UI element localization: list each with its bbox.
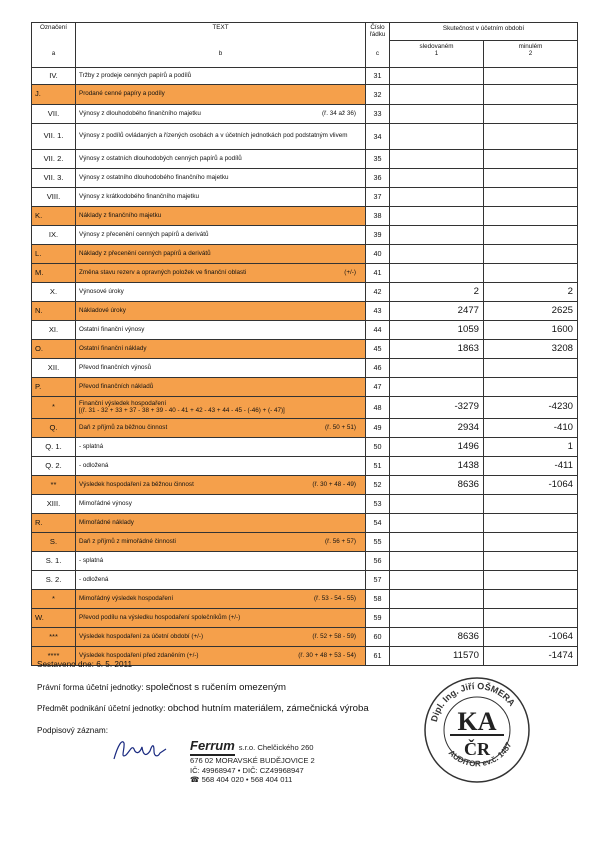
- row-line-number: 48: [366, 397, 390, 419]
- row-current-value: 2934: [390, 419, 484, 438]
- row-previous-value: [484, 514, 578, 533]
- row-current-value: [390, 264, 484, 283]
- row-text: [76, 378, 366, 397]
- row-current-value: [390, 124, 484, 150]
- row-label: Převod podílu na výsledku hospodaření společníkům (+/-): [79, 613, 241, 621]
- table-row: [32, 476, 578, 495]
- row-text: [76, 609, 366, 628]
- row-text: [76, 105, 366, 124]
- svg-text:ČR: ČR: [464, 739, 490, 759]
- table-row: [32, 169, 578, 188]
- row-code: **: [32, 476, 76, 495]
- row-code: VIII.: [32, 188, 76, 207]
- row-line-number: 35: [366, 150, 390, 169]
- row-previous-value: [484, 169, 578, 188]
- table-row: [32, 264, 578, 283]
- row-formula: (ř. 53 - 54 - 55): [314, 594, 356, 602]
- company-logo: Ferrum: [190, 738, 235, 756]
- row-text: [76, 207, 366, 226]
- row-label: Výsledek hospodaření za účetní období (+/-): [79, 632, 204, 640]
- table-row: [32, 359, 578, 378]
- row-label: - splatná: [79, 442, 104, 450]
- row-label: Převod finančních výnosů: [79, 363, 152, 371]
- header-designation: Označení a: [32, 23, 76, 68]
- row-formula: (ř. 56 + 57): [325, 537, 356, 545]
- auditor-seal: [422, 675, 532, 785]
- row-current-value: -3279: [390, 397, 484, 419]
- row-code: IX.: [32, 226, 76, 245]
- row-previous-value: [484, 571, 578, 590]
- row-previous-value: [484, 495, 578, 514]
- row-label: Náklady z přecenění cenných papírů a derivátů: [79, 249, 211, 257]
- row-current-value: 11570: [390, 647, 484, 666]
- table-row: [32, 188, 578, 207]
- row-label: - odložená: [79, 461, 109, 469]
- row-label: Výsledek hospodaření před zdaněním (+/-): [79, 651, 199, 659]
- row-line-number: 49: [366, 419, 390, 438]
- table-row: [32, 495, 578, 514]
- row-line-number: 53: [366, 495, 390, 514]
- row-previous-value: -1064: [484, 628, 578, 647]
- row-code: VII. 1.: [32, 124, 76, 150]
- row-code: M.: [32, 264, 76, 283]
- row-label: Výnosy z krátkodobého finančního majetku: [79, 192, 200, 200]
- row-code: XIII.: [32, 495, 76, 514]
- row-text: [76, 68, 366, 85]
- row-current-value: [390, 105, 484, 124]
- row-current-value: 8636: [390, 628, 484, 647]
- row-current-value: [390, 552, 484, 571]
- row-code: W.: [32, 609, 76, 628]
- row-line-number: 52: [366, 476, 390, 495]
- row-previous-value: [484, 68, 578, 85]
- row-code: *: [32, 397, 76, 419]
- row-previous-value: 2: [484, 283, 578, 302]
- row-code: N.: [32, 302, 76, 321]
- row-previous-value: 1: [484, 438, 578, 457]
- row-label: Výnosové úroky: [79, 287, 124, 295]
- table-row: [32, 514, 578, 533]
- row-line-number: 33: [366, 105, 390, 124]
- header-line: Číslo řádku c: [366, 23, 390, 68]
- row-current-value: 2: [390, 283, 484, 302]
- header-current: sledovaném 1: [390, 41, 484, 68]
- row-label: Výsledek hospodaření za běžnou činnost: [79, 480, 194, 488]
- row-line-number: 60: [366, 628, 390, 647]
- row-code: Q. 1.: [32, 438, 76, 457]
- row-current-value: [390, 85, 484, 105]
- table-row: [32, 340, 578, 359]
- row-line-number: 40: [366, 245, 390, 264]
- row-text: [76, 438, 366, 457]
- header-period: Skutečnost v účetním období: [390, 23, 578, 41]
- row-current-value: [390, 378, 484, 397]
- row-previous-value: [484, 359, 578, 378]
- row-text: [76, 264, 366, 283]
- row-current-value: [390, 188, 484, 207]
- row-text: [76, 571, 366, 590]
- row-code: S. 2.: [32, 571, 76, 590]
- row-text: [76, 419, 366, 438]
- row-label: Daň z příjmů za běžnou činnost: [79, 423, 168, 431]
- row-current-value: [390, 359, 484, 378]
- row-text: [76, 124, 366, 150]
- row-code: O.: [32, 340, 76, 359]
- row-line-number: 36: [366, 169, 390, 188]
- row-line-number: 54: [366, 514, 390, 533]
- row-text: [76, 321, 366, 340]
- row-current-value: [390, 169, 484, 188]
- svg-text:KA: KA: [457, 707, 497, 736]
- row-previous-value: 3208: [484, 340, 578, 359]
- row-text: [76, 340, 366, 359]
- row-text: [76, 514, 366, 533]
- row-text: [76, 397, 366, 419]
- row-line-number: 42: [366, 283, 390, 302]
- table-row: [32, 397, 578, 419]
- row-current-value: 8636: [390, 476, 484, 495]
- row-current-value: [390, 495, 484, 514]
- table-row: [32, 226, 578, 245]
- row-previous-value: [484, 378, 578, 397]
- row-code: R.: [32, 514, 76, 533]
- row-label-2: [(ř. 31 - 32 + 33 + 37 - 38 + 39 - 40 - 41 + 42 - 43 + 44 - 45 - (-46) + (- 47)]: [79, 406, 285, 414]
- row-line-number: 43: [366, 302, 390, 321]
- table-row: [32, 283, 578, 302]
- row-code: XI.: [32, 321, 76, 340]
- table-row: [32, 609, 578, 628]
- row-text: [76, 495, 366, 514]
- row-previous-value: -411: [484, 457, 578, 476]
- row-code: VII.: [32, 105, 76, 124]
- row-text: [76, 283, 366, 302]
- row-previous-value: [484, 105, 578, 124]
- row-formula: (ř. 52 + 58 - 59): [312, 632, 356, 640]
- row-previous-value: -410: [484, 419, 578, 438]
- row-code: Q. 2.: [32, 457, 76, 476]
- row-label: Tržby z prodeje cenných papírů a podílů: [79, 71, 192, 79]
- row-code: S.: [32, 533, 76, 552]
- row-previous-value: -1064: [484, 476, 578, 495]
- table-row: [32, 321, 578, 340]
- activity-value: obchod hutním materiálem, zámečnická výroba: [167, 703, 369, 714]
- row-line-number: 34: [366, 124, 390, 150]
- row-text: [76, 150, 366, 169]
- handwritten-signature: [112, 735, 172, 765]
- row-current-value: [390, 590, 484, 609]
- row-text: [76, 457, 366, 476]
- row-line-number: 50: [366, 438, 390, 457]
- row-label: Prodané cenné papíry a podíly: [79, 90, 165, 98]
- row-current-value: [390, 245, 484, 264]
- row-previous-value: [484, 150, 578, 169]
- row-previous-value: [484, 85, 578, 105]
- table-row: [32, 628, 578, 647]
- table-row: [32, 438, 578, 457]
- row-code: *: [32, 590, 76, 609]
- row-code: P.: [32, 378, 76, 397]
- row-line-number: 58: [366, 590, 390, 609]
- row-label: Ostatní finanční náklady: [79, 344, 147, 352]
- activity-line: Předmět podnikání účetní jednotky: obchod hutním materiálem, zámečnická výroba: [37, 703, 369, 714]
- row-text: [76, 628, 366, 647]
- row-code: X.: [32, 283, 76, 302]
- row-line-number: 31: [366, 68, 390, 85]
- row-line-number: 32: [366, 85, 390, 105]
- row-line-number: 37: [366, 188, 390, 207]
- row-previous-value: [484, 188, 578, 207]
- row-formula: (ř. 50 + 51): [325, 423, 356, 431]
- table-row: [32, 533, 578, 552]
- row-previous-value: [484, 207, 578, 226]
- row-label: Ostatní finanční výnosy: [79, 325, 145, 333]
- row-previous-value: [484, 533, 578, 552]
- row-current-value: [390, 514, 484, 533]
- row-label: Výnosy z ostatního dlouhodobého finančního majetku: [79, 173, 229, 181]
- table-row: [32, 571, 578, 590]
- row-code: J.: [32, 85, 76, 105]
- row-code: XII.: [32, 359, 76, 378]
- row-current-value: 2477: [390, 302, 484, 321]
- row-formula: (ř. 34 až 36): [322, 109, 356, 117]
- row-line-number: 56: [366, 552, 390, 571]
- row-line-number: 44: [366, 321, 390, 340]
- row-line-number: 45: [366, 340, 390, 359]
- row-previous-value: [484, 609, 578, 628]
- row-line-number: 41: [366, 264, 390, 283]
- row-text: [76, 85, 366, 105]
- row-previous-value: -4230: [484, 397, 578, 419]
- row-label: Mimořádné náklady: [79, 518, 134, 526]
- row-label: Mimořádný výsledek hospodaření: [79, 594, 174, 602]
- row-previous-value: [484, 264, 578, 283]
- row-line-number: 47: [366, 378, 390, 397]
- company-stamp: Ferrum s.r.o. Chelčického 260 676 02 MORAVSKÉ BUDĚJOVICE 2 IČ: 49968947 • DIČ: CZ49968947 ☎ 568 404 020 • 568 404 011: [190, 738, 315, 785]
- row-label: Finanční výsledek hospodaření: [79, 399, 167, 407]
- date-line: Sestaveno dne: 6. 5. 2011: [37, 660, 132, 669]
- table-row: [32, 105, 578, 124]
- row-previous-value: 2625: [484, 302, 578, 321]
- row-text: [76, 476, 366, 495]
- svg-text:Dipl. Ing. Jiří OŠMERA: Dipl. Ing. Jiří OŠMERA: [428, 680, 518, 723]
- row-previous-value: [484, 245, 578, 264]
- row-code: ***: [32, 628, 76, 647]
- header-previous: minulém 2: [484, 41, 578, 68]
- row-label: Výnosy z dlouhodobého finančního majetku: [79, 109, 201, 117]
- row-current-value: 1496: [390, 438, 484, 457]
- row-label: Náklady z finančního majetku: [79, 211, 162, 219]
- row-line-number: 51: [366, 457, 390, 476]
- row-label: Výnosy z přecenění cenných papírů a derivátů: [79, 230, 209, 238]
- table-row: [32, 552, 578, 571]
- table-row: [32, 457, 578, 476]
- row-current-value: [390, 68, 484, 85]
- row-line-number: 59: [366, 609, 390, 628]
- row-code: IV.: [32, 68, 76, 85]
- table-row: [32, 85, 578, 105]
- row-text: [76, 169, 366, 188]
- table-body: [32, 68, 578, 666]
- row-current-value: 1059: [390, 321, 484, 340]
- profit-loss-table: [31, 22, 578, 666]
- legal-form-line: Právní forma účetní jednotky: společnost s ručením omezeným: [37, 682, 287, 693]
- row-current-value: [390, 207, 484, 226]
- row-previous-value: [484, 590, 578, 609]
- row-current-value: [390, 226, 484, 245]
- row-previous-value: [484, 226, 578, 245]
- row-label: - splatná: [79, 556, 104, 564]
- row-formula: (ř. 30 + 48 + 53 - 54): [298, 651, 356, 659]
- row-label: Převod finančních nákladů: [79, 382, 154, 390]
- row-label: Nákladové úroky: [79, 306, 126, 314]
- row-code: VII. 3.: [32, 169, 76, 188]
- row-line-number: 39: [366, 226, 390, 245]
- date-value: 6. 5. 2011: [96, 660, 132, 669]
- row-code: S. 1.: [32, 552, 76, 571]
- row-label: Výnosy z ostatních dlouhodobých cenných papírů a podílů: [79, 154, 242, 162]
- row-label: Výnosy z podílů ovládaných a řízených osobách a v účetních jednotkách pod podstatným vlivem: [79, 132, 348, 140]
- table-row: [32, 419, 578, 438]
- row-current-value: [390, 533, 484, 552]
- row-line-number: 61: [366, 647, 390, 666]
- row-previous-value: [484, 552, 578, 571]
- row-text: [76, 245, 366, 264]
- header-text: TEXT b: [76, 23, 366, 68]
- row-text: [76, 590, 366, 609]
- signature-label: Podpisový záznam:: [37, 726, 108, 735]
- row-current-value: 1863: [390, 340, 484, 359]
- row-text: [76, 533, 366, 552]
- table-row: [32, 124, 578, 150]
- row-text: [76, 552, 366, 571]
- table-row: [32, 150, 578, 169]
- row-current-value: [390, 150, 484, 169]
- row-text: [76, 188, 366, 207]
- table-row: [32, 302, 578, 321]
- row-text: [76, 302, 366, 321]
- table-row: [32, 245, 578, 264]
- row-label: Mimořádné výnosy: [79, 499, 132, 507]
- row-code: L.: [32, 245, 76, 264]
- row-current-value: 1438: [390, 457, 484, 476]
- row-text: [76, 226, 366, 245]
- row-line-number: 57: [366, 571, 390, 590]
- table-row: [32, 590, 578, 609]
- row-code: VII. 2.: [32, 150, 76, 169]
- row-label: - odložená: [79, 575, 109, 583]
- row-current-value: [390, 609, 484, 628]
- table-row: [32, 68, 578, 85]
- row-line-number: 55: [366, 533, 390, 552]
- legal-form-value: společnost s ručením omezeným: [145, 682, 287, 693]
- table-row: [32, 378, 578, 397]
- row-line-number: 46: [366, 359, 390, 378]
- table-row: [32, 207, 578, 226]
- row-previous-value: -1474: [484, 647, 578, 666]
- row-formula: (+/-): [344, 268, 356, 276]
- row-code: K.: [32, 207, 76, 226]
- row-previous-value: 1600: [484, 321, 578, 340]
- row-formula: (ř. 30 + 48 - 49): [312, 480, 356, 488]
- svg-text:AUDITOR ev.č. 1457: AUDITOR ev.č. 1457: [446, 740, 514, 769]
- row-code: Q.: [32, 419, 76, 438]
- row-label: Změna stavu rezerv a opravných položek ve finanční oblasti: [79, 268, 247, 276]
- row-text: [76, 359, 366, 378]
- row-code: ****: [32, 647, 76, 666]
- row-label: Daň z příjmů z mimořádné činnosti: [79, 537, 176, 545]
- row-current-value: [390, 571, 484, 590]
- row-line-number: 38: [366, 207, 390, 226]
- row-previous-value: [484, 124, 578, 150]
